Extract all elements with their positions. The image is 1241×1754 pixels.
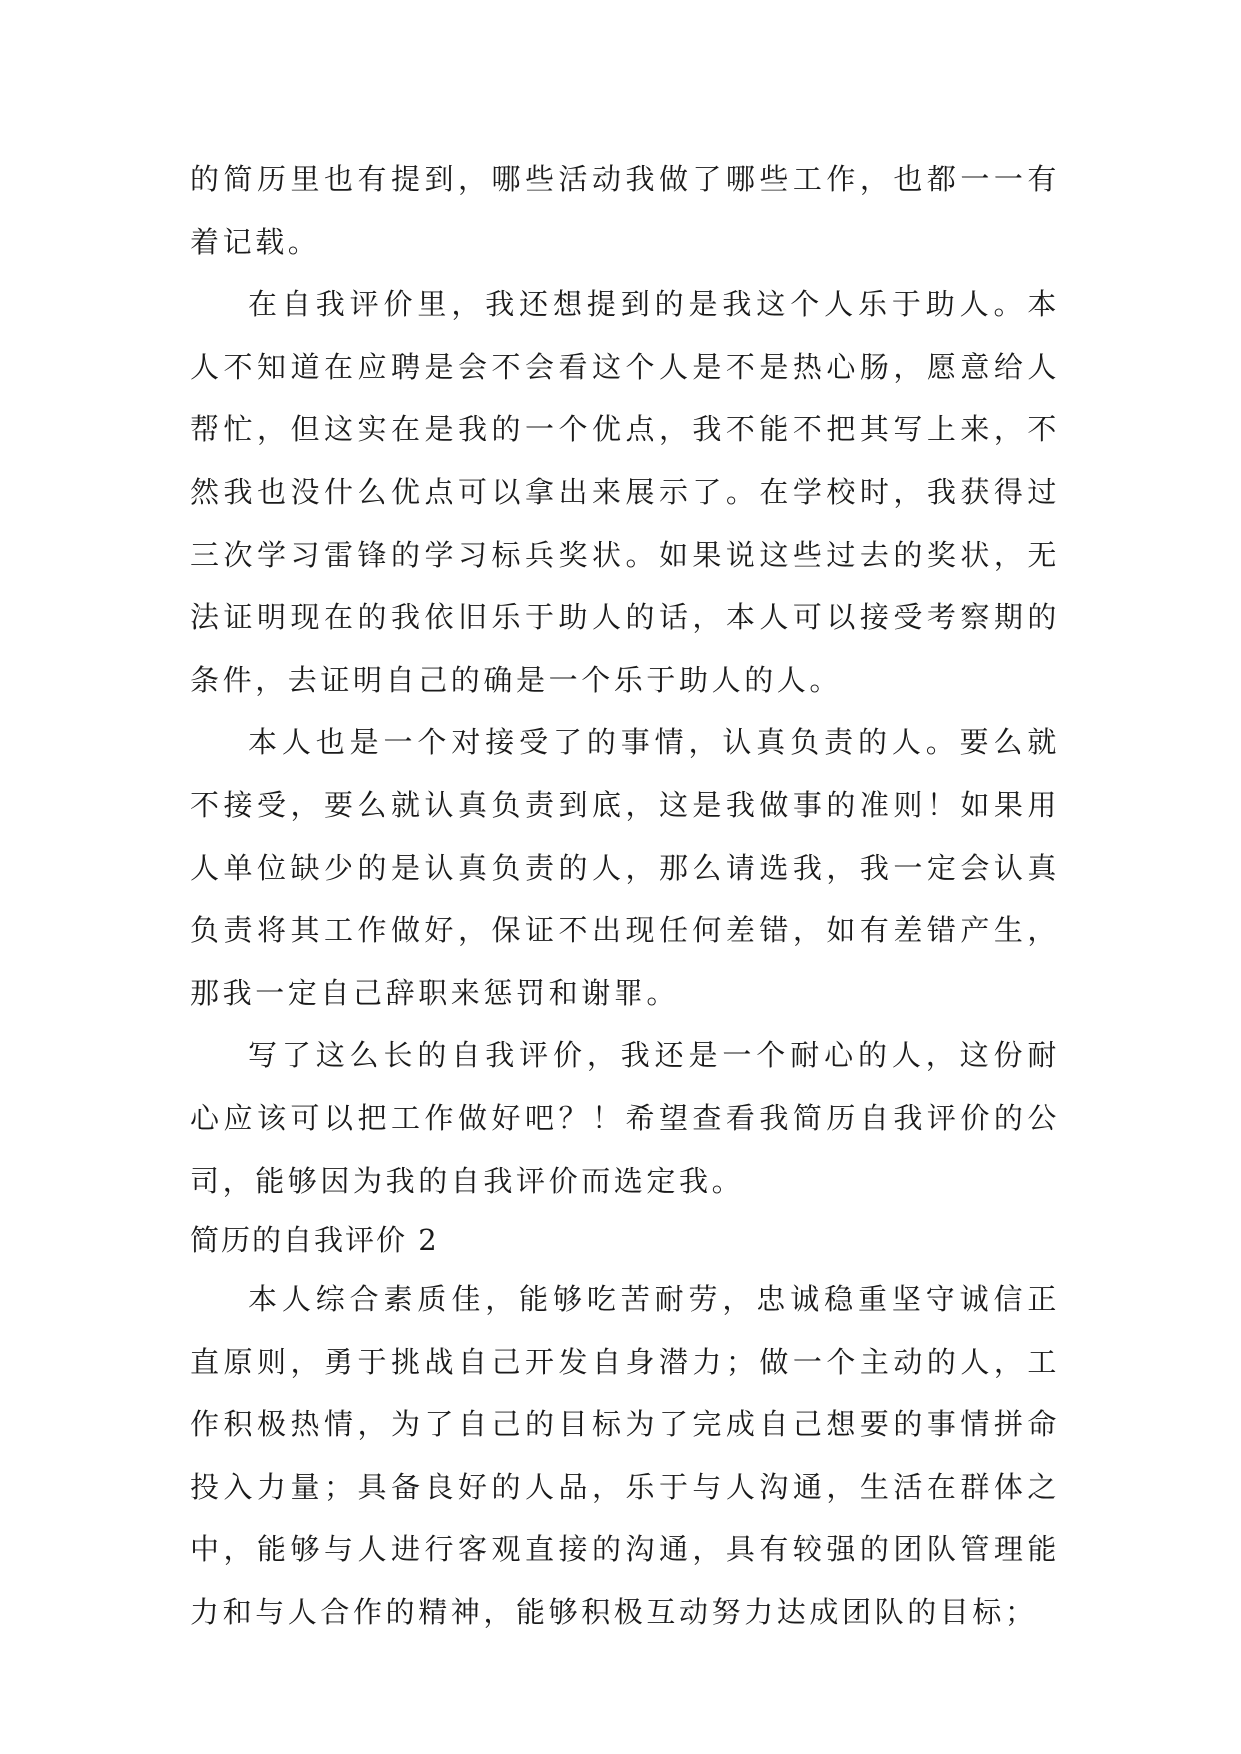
section-heading: 简历的自我评价 2 <box>190 1223 439 1258</box>
paragraph-continuation: 的简历里也有提到，哪些活动我做了哪些工作，也都一一有着记载。 <box>190 162 1060 259</box>
paragraph-helpful: 在自我评价里，我还想提到的是我这个人乐于助人。本人不知道在应聘是会不会看这个人是不是热心肠，愿意给人帮忙，但这实在是我的一个优点，我不能不把其写上来，不然我也没什么优点可以拿出来展示了。在学校时，我获得过三次学习雷锋的学习标兵奖状。如果说这些过去的奖状，无法证明现在的我依旧乐于助人的话，本人可以接受考察期的条件，去证明自己的确是一个乐于助人的人。 <box>190 287 1060 697</box>
document-page <box>190 148 1060 1644</box>
paragraph-responsible: 本人也是一个对接受了的事情，认真负责的人。要么就不接受，要么就认真负责到底，这是我做事的准则！如果用人单位缺少的是认真负责的人，那么请选我，我一定会认真负责将其工作做好，保证不出现任何差错，如有差错产生，那我一定自己辞职来惩罚和谢罪。 <box>190 725 1060 1010</box>
paragraph-patient: 写了这么长的自我评价，我还是一个耐心的人，这份耐心应该可以把工作做好吧？！希望查看我简历自我评价的公司，能够因为我的自我评价而选定我。 <box>190 1038 1060 1198</box>
paragraph-section-2: 本人综合素质佳，能够吃苦耐劳，忠诚稳重坚守诚信正直原则，勇于挑战自己开发自身潜力；做一个主动的人，工作积极热情，为了自己的目标为了完成自己想要的事情拼命投入力量；具备良好的人品，乐于与人沟通，生活在群体之中，能够与人进行客观直接的沟通，具有较强的团队管理能力和与人合作的精神，能够积极互动努力达成团队的目标； <box>190 1282 1060 1630</box>
